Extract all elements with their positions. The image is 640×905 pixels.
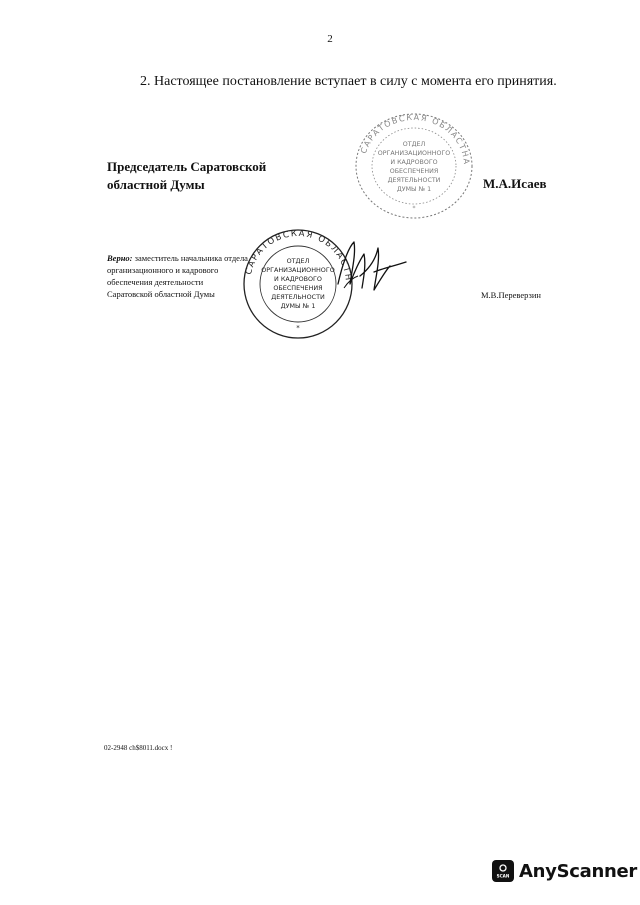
top-stamp-line: И КАДРОВОГО [390,159,438,166]
bottom-stamp-line: ОРГАНИЗАЦИОННОГО [261,266,335,274]
bottom-stamp-line: ДЕЯТЕЛЬНОСТИ [271,293,325,301]
bottom-stamp-line: ОТДЕЛ [286,257,310,265]
bottom-stamp-line: И КАДРОВОГО [274,275,322,283]
chairman-name: М.А.Исаев [483,176,547,191]
handwritten-signature [330,236,410,298]
verification-line: Саратовской областной Думы [107,289,215,299]
chairman-title-line: Председатель Саратовской [107,159,267,174]
chairman-title-line: областной Думы [107,177,205,192]
bottom-stamp-line: ОБЕСПЕЧЕНИЯ [273,284,323,292]
scanner-logo-icon [492,860,514,882]
scanner-badge-text: SCAN [496,873,510,879]
verification-line: обеспечения деятельности [107,277,204,287]
verification-block [107,252,248,300]
star-icon: * [296,324,300,332]
verification-line: организационного и кадрового [107,265,219,275]
top-stamp-ring-text: САРАТОВСКАЯ ОБЛАСТНАЯ ДУМА [347,103,472,166]
top-stamp-line: ДУМЫ № 1 [396,186,432,193]
bottom-stamp-ring-text: САРАТОВСКАЯ ОБЛАСТНАЯ ДУМА [236,221,354,283]
page-number: 2 [327,33,333,45]
verification-label: Верно: [107,253,133,263]
verification-line [107,252,248,264]
document-reference: 02-2948 ch$8011.docx ! [104,744,173,752]
clause-text: 2. Настоящее постановление вступает в силу с момента его принятия. [140,74,557,89]
scanner-brand-text: AnyScanner [519,860,637,882]
scanner-watermark [492,860,637,882]
top-stamp-line: ОБЕСПЕЧЕНИЯ [389,168,439,175]
verification-position: заместитель начальника отдела [132,253,248,263]
top-stamp-line: ОТДЕЛ [402,141,426,148]
top-stamp-line: ОРГАНИЗАЦИОННОГО [377,150,451,157]
verifier-name: М.В.Переверзин [481,290,541,300]
star-icon: * [412,205,416,212]
chairman-title [107,158,266,194]
bottom-stamp-line: ДУМЫ № 1 [280,302,316,310]
top-stamp [347,103,476,222]
top-stamp-line: ДЕЯТЕЛЬНОСТИ [387,177,441,184]
